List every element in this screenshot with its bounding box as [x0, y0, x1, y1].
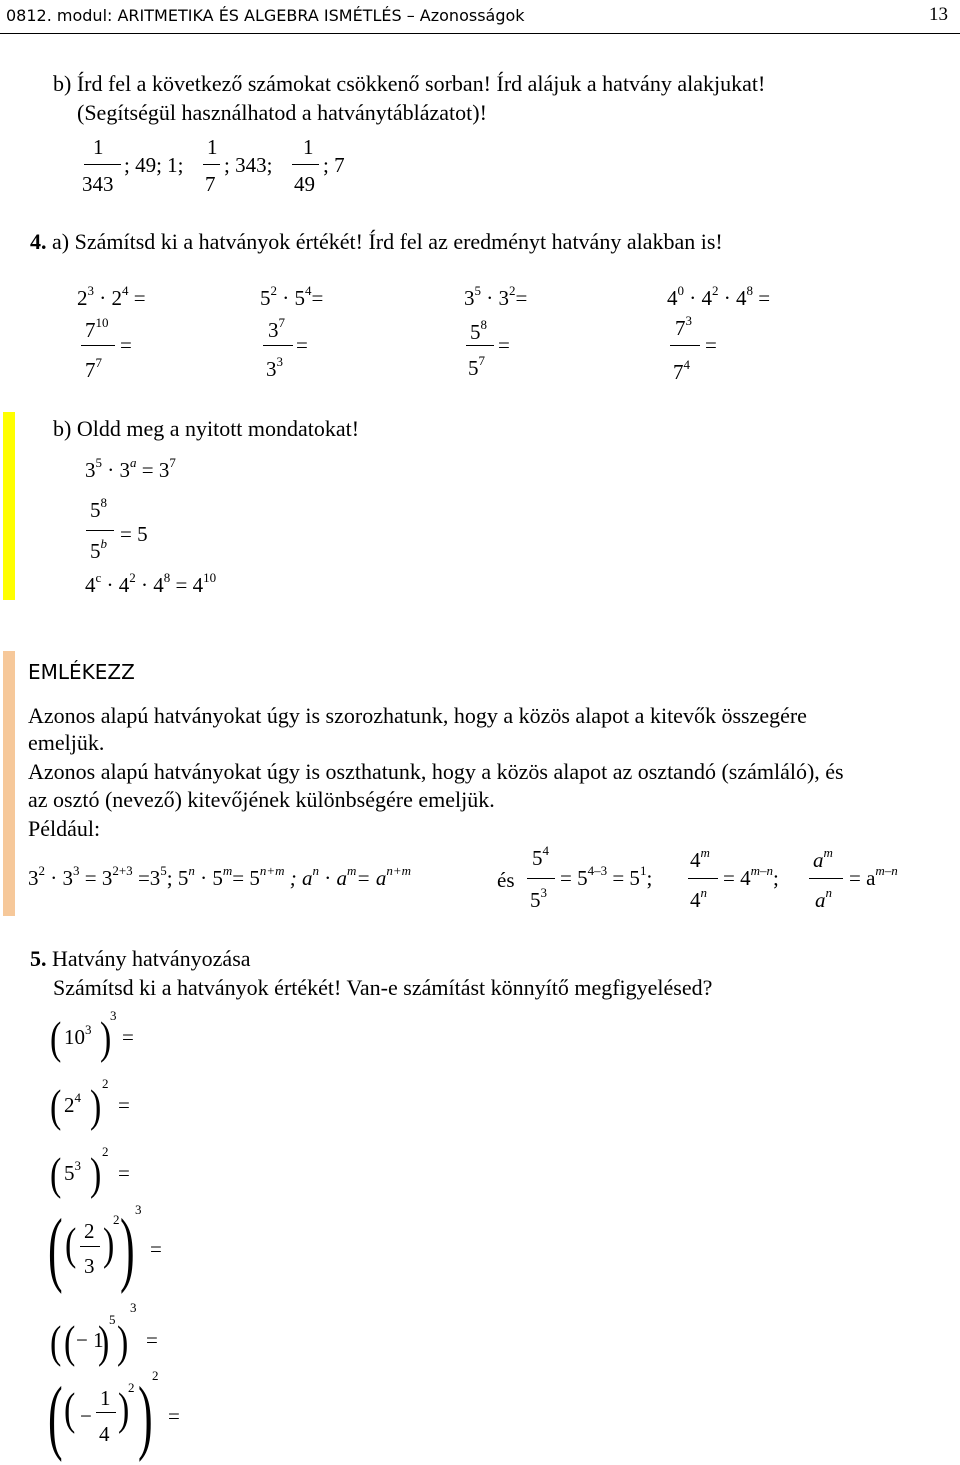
task-number: 4. — [30, 229, 47, 254]
fraction-bar — [86, 530, 114, 531]
product-expression: $2^3 \cdot 2^4$ = — [77, 283, 146, 310]
number-sequence: ; 49; 1; — [124, 153, 184, 177]
header-title: 0812. modul: ARITMETIKA ÉS ALGEBRA ISMÉTLÉS – Azonosságok — [6, 6, 525, 25]
fraction-bar — [81, 345, 115, 346]
fraction-numerator: 1 — [207, 135, 218, 159]
fraction-bar — [527, 878, 555, 879]
fraction-bar — [84, 164, 121, 165]
example-formula: $3^2 \cdot 3^3 = 3^{2+3} =3^5$; $5^n \cdot 5^m= 5^{n+m}$ ; $a^n \cdot a^m= a^{n+m}$ — [28, 863, 412, 890]
highlight-bar — [3, 651, 15, 916]
conjunction: és — [497, 868, 515, 892]
task3b-line2: (Segítségül használhatod a hatványtáblázatot)! — [77, 100, 487, 125]
fraction-bar — [809, 878, 843, 879]
task5-heading — [30, 946, 251, 972]
rule-text: emeljük. — [28, 730, 105, 755]
fraction-bar — [80, 1246, 100, 1247]
product-expression: $3^5 \cdot 3^2=$ — [464, 283, 528, 310]
rule-text: Azonos alapú hatványokat úgy is oszthatunk, hogy a közös alapot az osztandó (számláló), és — [28, 759, 844, 784]
open-sentence: $4^c \cdot 4^2 \cdot 4^8 = 4^{10}$ — [85, 570, 217, 597]
task3b-line1: b) Írd fel a következő számokat csökkenő sorban! Írd alájuk a hatvány alakjukat! — [53, 71, 766, 96]
fraction-bar — [96, 1412, 116, 1413]
fraction-bar — [292, 164, 319, 165]
product-expression: $4^0 \cdot 4^2 \cdot 4^8$ = — [667, 283, 771, 310]
task4b-text: b) Oldd meg a nyitott mondatokat! — [53, 416, 360, 441]
fraction-bar — [466, 345, 494, 346]
fraction-denominator: 343 — [82, 172, 114, 196]
emlekezz-title: EMLÉKEZZ — [28, 660, 135, 684]
rule-text: az osztó (nevező) kitevőjének különbségére emeljük. — [28, 787, 495, 812]
example-label: Például: — [28, 816, 101, 841]
fraction-bar — [263, 345, 293, 346]
highlight-bar — [3, 412, 15, 600]
fraction-numerator: 1 — [303, 135, 314, 159]
header-rule — [0, 33, 960, 34]
fraction-bar — [688, 878, 718, 879]
task5-title: Hatvány hatványozása — [46, 946, 251, 971]
fraction-denominator: 7 — [205, 172, 216, 196]
number-sequence: ; 7 — [323, 153, 345, 177]
product-expression: $5^2 \cdot 5^4=$ — [260, 283, 324, 310]
fraction-denominator: 49 — [294, 172, 315, 196]
fraction-numerator: 1 — [93, 135, 104, 159]
task5-text: Számítsd ki a hatványok értékét! Van-e számítást könnyítő megfigyelésed? — [53, 975, 713, 1000]
task4a-text: a) Számítsd ki a hatványok értékét! Írd fel az eredményt hatvány alakban is! — [46, 229, 723, 254]
rule-text: Azonos alapú hatványokat úgy is szorozhatunk, hogy a közös alapot a kitevők összegére — [28, 703, 807, 728]
page-number: 13 — [929, 4, 948, 25]
number-sequence: ; 343; — [224, 153, 273, 177]
task-number: 5. — [30, 946, 47, 971]
task4a-heading — [30, 229, 723, 255]
open-sentence: $3^5 \cdot 3^a = 3^7$ — [85, 455, 176, 482]
fraction-bar — [670, 345, 700, 346]
fraction-bar — [203, 164, 220, 165]
